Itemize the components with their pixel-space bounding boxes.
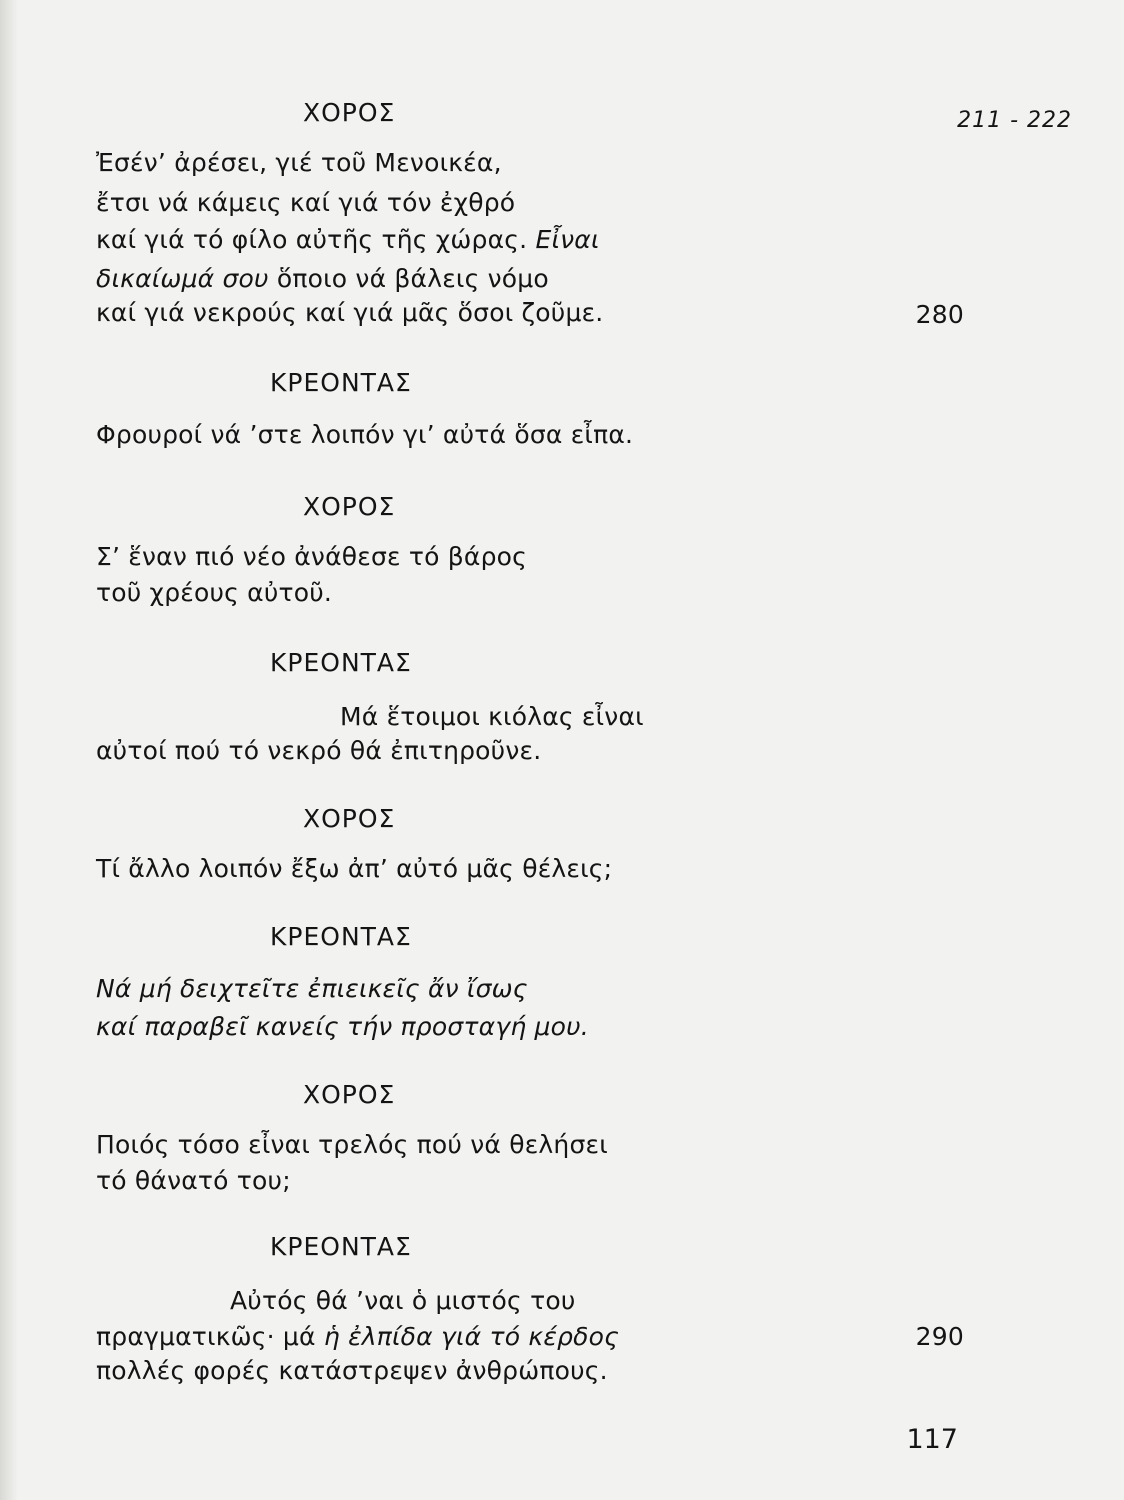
speaker-kreontas: ΚΡΕΟΝΤΑΣ [270, 648, 412, 677]
verse-line-italic: καί παραβεῖ κανείς τήν προσταγή μου. [96, 1012, 589, 1041]
verse-text: ὅποιο νά βάλεις νόμο [276, 264, 549, 293]
verse-text: καί γιά τό φίλο αὐτῆς τῆς χώρας. [96, 225, 528, 254]
verse-text-italic: ἡ ἐλπίδα γιά τό κέρδος [323, 1322, 619, 1351]
line-number: 280 [915, 300, 964, 329]
verse-line: Φρουροί νά ’στε λοιπόν γι’ αὐτά ὅσα εἶπα. [96, 420, 634, 449]
verse-line-italic: Νά μή δειχτεῖτε ἐπιεικεῖς ἄν ἴσως [96, 974, 528, 1003]
verse-line [96, 1320, 619, 1354]
speaker-choros: ΧΟΡΟΣ [303, 492, 396, 521]
verse-line [96, 262, 549, 296]
verse-line: Ἐσέν’ ἀρέσει, γιέ τοῦ Μενοικέα, [96, 148, 502, 177]
verse-line: καί γιά νεκρούς καί γιά μᾶς ὅσοι ζοῦμε. [96, 298, 604, 327]
verse-line [96, 223, 600, 257]
verse-line: ἔτσι νά κάμεις καί γιά τόν ἐχθρό [96, 188, 516, 217]
verse-line: Τί ἄλλο λοιπόν ἔξω ἀπ’ αὐτό μᾶς θέλεις; [96, 854, 613, 883]
speaker-kreontas: ΚΡΕΟΝΤΑΣ [270, 368, 412, 397]
line-range-header: 211 - 222 [957, 108, 1072, 133]
speaker-kreontas: ΚΡΕΟΝΤΑΣ [270, 1232, 412, 1261]
verse-line: Σ’ ἕναν πιό νέο ἀνάθεσε τό βάρος [96, 542, 528, 571]
speaker-choros: ΧΟΡΟΣ [303, 804, 396, 833]
verse-text-italic: Εἶναι [535, 225, 600, 254]
verse-line: αὐτοί πού τό νεκρό θά ἐπιτηροῦνε. [96, 736, 542, 765]
verse-line: Μά ἕτοιμοι κιόλας εἶναι [340, 702, 644, 731]
page-spine-shadow [0, 0, 18, 1500]
speaker-choros: ΧΟΡΟΣ [303, 98, 396, 127]
line-number: 290 [915, 1322, 964, 1351]
verse-text-italic: δικαίωμά σου [96, 264, 269, 293]
speaker-choros: ΧΟΡΟΣ [303, 1080, 396, 1109]
verse-line: Αὐτός θά ’ναι ὁ μιστός του [230, 1286, 576, 1315]
page-number: 117 [906, 1424, 958, 1455]
verse-text: πραγματικῶς· μά [96, 1322, 316, 1351]
verse-line: Ποιός τόσο εἶναι τρελός πού νά θελήσει [96, 1130, 608, 1159]
speaker-kreontas: ΚΡΕΟΝΤΑΣ [270, 922, 412, 951]
verse-line: τό θάνατό του; [96, 1166, 291, 1195]
verse-line: πολλές φορές κατάστρεψεν ἀνθρώπους. [96, 1356, 608, 1385]
verse-line: τοῦ χρέους αὐτοῦ. [96, 578, 333, 607]
